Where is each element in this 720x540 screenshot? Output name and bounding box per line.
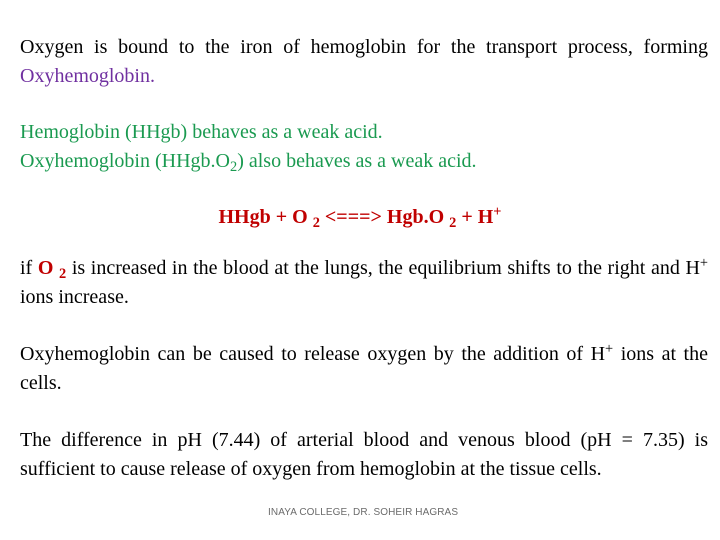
lungs-prefix: if [20,257,38,279]
equation-superscript: + [493,203,502,220]
release-h-superscript: + [605,340,614,357]
hemoglobin-weak-acid-line: Hemoglobin (HHgb) behaves as a weak acid. [20,121,383,143]
lungs-h-superscript: + [699,254,709,271]
ph-difference-text: The difference in pH (7.44) of arterial blood and venous blood (pH = 7.35) is sufficient to cause release of oxygen from hemoglobin at the tissue cells. [20,429,708,480]
paragraph-ph-difference [20,426,708,484]
equation-subscript-2: 2 [449,215,457,232]
paragraph-oxygen-binding [20,33,708,91]
paragraph-oxygen-release [20,340,708,398]
oxyhemoglobin-line-subscript: 2 [229,159,238,176]
oxyhemoglobin-term: Oxyhemoglobin. [20,65,155,87]
oxyhemoglobin-line-start: Oxyhemoglobin (HHgb.O [20,150,230,172]
oxyhemoglobin-line-end: ) also behaves as a weak acid. [237,150,477,172]
equation-subscript-1: 2 [312,215,320,232]
oxyhemoglobin-weak-acid-line [20,150,477,176]
o2-label: O [37,257,60,279]
o2-subscript: 2 [59,266,67,283]
equilibrium-equation [0,203,720,232]
release-text-2: ions at the cells. [20,343,708,394]
footer-credit: INAYA COLLEGE, DR. SOHEIR HAGRAS [268,507,459,518]
lungs-text-1: is increased in the blood at the lungs, the equilibrium shifts to the right and H [66,257,700,279]
equation-part-2: <===> Hgb.O [319,206,450,228]
equation-part-1: HHgb + O [218,206,313,228]
equation-part-3: + H [456,206,494,228]
paragraph-weak-acid [20,118,708,176]
o2-term [37,257,67,283]
release-text-1: Oxyhemoglobin can be caused to release oxygen by the addition of H [20,343,606,365]
lungs-text-2: ions increase. [20,286,129,308]
paragraph-oxygen-binding-text: Oxygen is bound to the iron of hemoglobin for the transport process, forming [20,36,708,58]
paragraph-lungs-equilibrium [20,254,708,312]
